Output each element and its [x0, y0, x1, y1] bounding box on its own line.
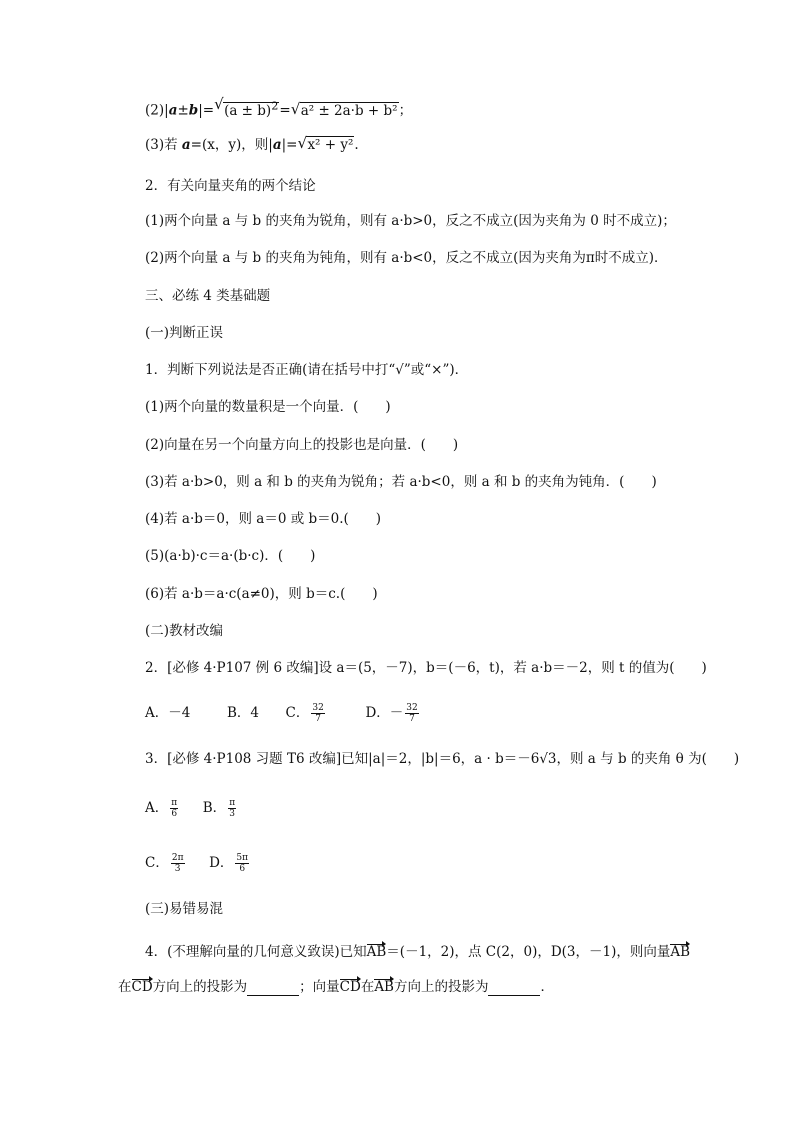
q2-c-num: 32 [312, 703, 324, 713]
q3-c-den: 3 [174, 864, 181, 874]
q1-item-5: (5)(a·b)·c＝a·(b·c)．( ) [145, 548, 316, 564]
answer-blank-1[interactable] [247, 981, 299, 996]
q2-options [145, 700, 421, 726]
answer-blank-2[interactable] [488, 981, 540, 996]
q4-in: 在 [360, 979, 375, 995]
formula-lead: (2) [145, 102, 165, 119]
equals-2: = [279, 102, 291, 119]
formula-line-2 [145, 97, 412, 120]
q3-b-num: π [229, 798, 236, 808]
vector-a-2: a [272, 137, 282, 153]
q1-item-4: (4)若 a·b＝0，则 a＝0 或 b＝0.( ) [145, 511, 382, 527]
conclusion-1: (1)两个向量 a 与 b 的夹角为锐角，则有 a·b>0，反之不成立(因为夹角为 0 时不成立)； [145, 213, 676, 229]
q4-mid: 方向上的投影为 [152, 979, 248, 995]
q3-d-num: 5π [236, 853, 249, 863]
q3-option-b [202, 798, 238, 819]
formula3-mid: =(x，y)，则| [190, 137, 273, 153]
question-4-line-1 [145, 943, 690, 961]
q2-option-a: A．－4 [145, 705, 191, 721]
q3-option-a [145, 798, 180, 819]
question-1: 1．判断下列说法是否正确(请在括号中打“√”或“×”)． [145, 362, 469, 378]
q3-d-fraction [235, 853, 249, 874]
q4-line2-pre: 在 [118, 979, 132, 995]
q3-a-label: A． [145, 800, 169, 816]
q3-a-den: 6 [171, 809, 178, 819]
radicand-3: x² + y² [307, 137, 354, 153]
q2-c-label: C． [285, 705, 310, 721]
q1-item-1: (1)两个向量的数量积是一个向量．( ) [145, 399, 391, 415]
q2-option-d [365, 703, 420, 724]
equals-sign: = [202, 102, 215, 119]
question-4-line-2 [118, 978, 554, 996]
q2-d-den: 7 [409, 714, 415, 724]
formula3-eq: |= [281, 137, 298, 153]
q3-d-label: D． [209, 855, 234, 871]
q3-c-fraction [171, 853, 185, 874]
q2-c-den: 7 [315, 714, 321, 724]
vector-cd-1: CD [131, 979, 153, 995]
q4-value: ＝(－1，2)，点 C(2，0)，D(3，－1)，则向量 [386, 944, 671, 960]
q3-c-label: C． [145, 855, 169, 871]
q2-option-b: B．4 [226, 705, 259, 721]
sqrt-2 [291, 102, 399, 120]
subsection-2: (二)教材改编 [145, 623, 224, 639]
vector-a: a [181, 137, 191, 153]
q3-c-num: 2π [171, 853, 184, 863]
formula-end: ； [398, 102, 413, 119]
q3-b-den: 3 [229, 809, 236, 819]
q2-c-fraction [311, 703, 324, 724]
q3-a-num: π [171, 798, 178, 808]
vector-cd-2: CD [339, 979, 361, 995]
heading-2: 2．有关向量夹角的两个结论 [145, 178, 316, 194]
q3-d-den: 6 [239, 864, 246, 874]
q3-options-cd [145, 850, 251, 876]
sqrt-3 [297, 136, 354, 154]
q3-a-fraction [170, 798, 178, 819]
radicand-1: (a ± b) [224, 102, 272, 119]
formula-line-3 [145, 136, 359, 154]
q2-d-label: D．－ [365, 705, 404, 721]
q3-option-d [209, 853, 251, 874]
vector-ab-3: AB [374, 979, 394, 995]
formula3-lead: (3)若 [145, 137, 178, 153]
q4-semi: ；向量 [299, 979, 340, 995]
formula3-end: . [354, 137, 359, 153]
sqrt-1: √ $(a \pm b)^2$ [214, 97, 279, 120]
q1-item-3: (3)若 a·b>0，则 a 和 b 的夹角为锐角；若 a·b<0，则 a 和 b 的夹角为钝角．( ) [145, 474, 657, 490]
q1-item-6: (6)若 a·b＝a·c(a≠0)，则 b＝c.( ) [145, 586, 378, 602]
q4-lead: 4．(不理解向量的几何意义致误)已知 [145, 944, 367, 960]
q2-option-c [285, 703, 327, 724]
vector-ab-2: AB [670, 944, 691, 960]
q3-b-label: B． [202, 800, 227, 816]
q1-item-2: (2)向量在另一个向量方向上的投影也是向量．( ) [145, 437, 459, 453]
q4-mid2: 方向上的投影为 [393, 979, 489, 995]
abs-a-pm-b: |a±b| [164, 102, 203, 119]
radicand-2: a² ± 2a·b + b² [300, 102, 398, 119]
q3-option-c [145, 853, 187, 874]
question-2: 2．[必修 4·P107 例 6 改编]设 a＝(5，－7)，b＝(－6，t)，若 a·b＝－2，则 t 的值为( ) [145, 660, 707, 676]
q2-d-fraction [405, 703, 418, 724]
question-3: 3．[必修 4·P108 习题 T6 改编]已知|a|＝2，|b|＝6，a · b＝－6√3，则 a 与 b 的夹角 θ 为( ) [145, 751, 740, 767]
q3-options-ab [145, 795, 238, 821]
subsection-3: (三)易错易混 [145, 901, 224, 917]
q3-b-fraction [228, 798, 236, 819]
conclusion-2: (2)两个向量 a 与 b 的夹角为钝角，则有 a·b<0，反之不成立(因为夹角为π时不成立)． [145, 250, 668, 266]
q4-end: ． [540, 979, 554, 995]
vector-ab-1: AB [366, 944, 387, 960]
subsection-1: (一)判断正误 [145, 325, 224, 341]
section-3-title: 三、必练 4 类基础题 [145, 288, 271, 304]
q2-d-num: 32 [406, 703, 418, 713]
